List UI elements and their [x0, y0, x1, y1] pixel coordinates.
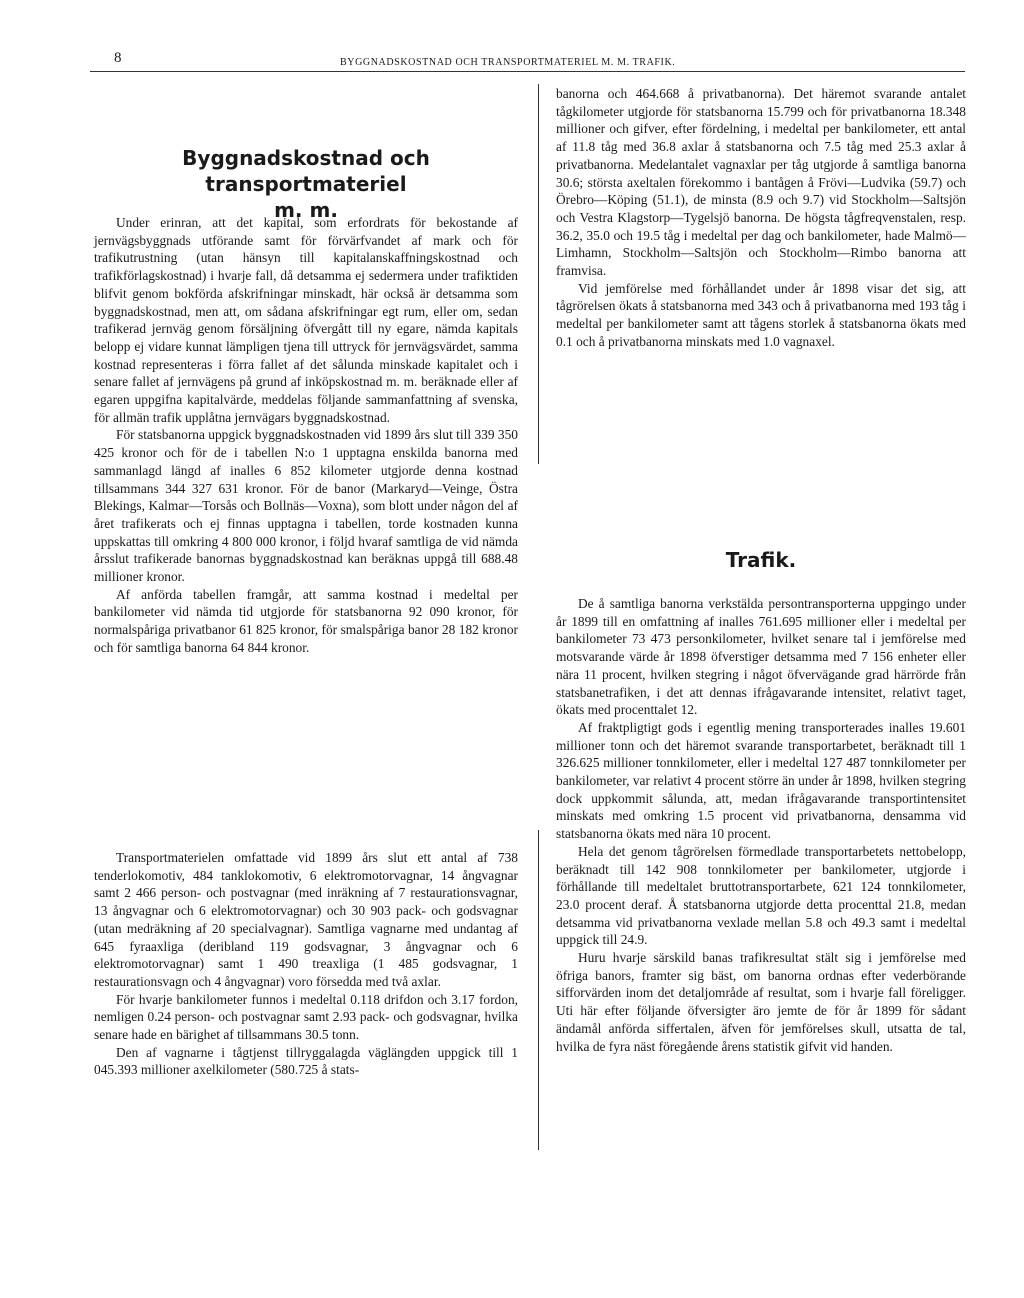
paragraph: Hela det genom tågrörelsen förmedlade transportarbetets nettobelopp, beräknadt till 142 908 tonnkilometer per bankilometer, utgjorde i förhållande till medeltalet bruttotransportarbete, 621 124 tonnkilometer, 23.0 procent deraf. Å statsbanorna utgjorde detta procenttal 21.8, medan detsamma vid privatbanorna vexlade mellan 5.8 och 49.3 samt i medeltal uppgick till 24.9.: [556, 843, 966, 948]
left-column-bottom-text: [94, 849, 518, 1079]
paragraph: Af fraktpligtigt gods i egentlig mening transporterades inalles 19.601 millioner tonn och det häremot svarande transportarbetet, beräknadt till 1 326.625 millioner tonnkilometer, eller i medeltal 127 487 tonnkilometer per bankilometer, var relativt 4 procent större än under år 1898, hvilken stegring dock uppkommit sålunda, att, medan ifrågavarande transportintensitet minskats med omkring 1.5 procent vid privatbanorna, densamma vid statsbanorna ökats med nära 10 procent.: [556, 719, 966, 842]
paragraph: Huru hvarje särskild banas trafikresultat stält sig i jemförelse med öfriga banors, framter sig bäst, om banorna ordnas efter vederbörande sifforvärden inom det detaljområde af resultat, som i hvarje fall föreligger. Uti här efter följande öfversigter äro jemte de för år 1899 för sådant ändamål anförda siffertalen, äfven för jemförelses skull, utsatta de tal, hvilka de fyra näst föregående årens statistik gifvit vid handen.: [556, 950, 966, 1054]
paragraph: Af anförda tabellen framgår, att samma kostnad i medeltal per bankilometer vid nämda tid utgjorde för statsbanorna 92 090 kronor, för normalspåriga privatbanor 61 825 kronor, för smalspåriga banor 28 182 kronor och för samtliga banorna 64 844 kronor.: [94, 586, 518, 655]
section-title-line2: m. m.: [274, 198, 338, 222]
paragraph: För hvarje bankilometer funnos i medeltal 0.118 drifdon och 3.17 fordon, nemligen 0.24 person- och postvagnar samt 2.93 pack- och godsvagnar, hvilka senare hade en bärighet af tillsammans 30.5 tonn.: [94, 991, 518, 1043]
paragraph: För statsbanorna uppgick byggnadskostnaden vid 1899 års slut till 339 350 425 kronor och för de i tabellen N:o 1 upptagna enskilda banorna med sammanlagd längd af inalles 6 852 kilometer utgjorde denna kostnad tillsammans 344 327 631 kronor. För de banor (Markaryd—Veinge, Östra Blekings, Kalmar—Torsås och Bollnäs—Voxna), som blott under någon del af året trafikerats och ej finnas upptagna i tabellen, torde kostnaden kunna uppskattas till omkring 4 800 000 kronor, i följd hvaraf samtliga de vid nämda årsslut trafikerade banornas byggnadskostnad kan beräknas uppgå till 688.48 millioner kronor.: [94, 427, 518, 585]
column-divider-top: [538, 84, 539, 464]
page-number: 8: [114, 50, 122, 66]
section-title-trafik: Trafik.: [725, 548, 797, 572]
running-head: BYGGNADSKOSTNAD OCH TRANSPORTMATERIEL M. M. TRAFIK.: [340, 57, 676, 68]
paragraph: De å samtliga banorna verkstälda persontransporterna uppgingo under år 1899 till en omfattning af inalles 761.695 millioner eller i medeltal per bankilometer 73 473 personkilometer, hvilket senare tal i jemförelse med motsvarande värde år 1898 öfverstiger detsamma med 7 156 enheter eller nära 11 procent, hvilken stegring i något öfvervägande grad härrörde från statsbanetrafiken, i det att dennas ifrågavarande intensitet, relativt taget, ökats med procenttalet 12.: [556, 596, 966, 718]
right-column-bottom-text: [556, 595, 966, 1055]
right-column-top-text: [556, 85, 966, 351]
paragraph: Transportmaterielen omfattade vid 1899 års slut ett antal af 738 tenderlokomotiv, 484 tanklokomotiv, 6 elektromotorvagnar, 14 ångvagnar samt 2 466 person- och postvagnar (med inräkning af 7 restaurationsvagnar, 13 ångvagnar och 6 elektromotorvagnar) och 30 903 pack- och godsvagnar (utan medräkning af 20 specialvagnar). Samtliga vagnarne med undantag af 645 fyraaxliga (deribland 119 godsvagnar, 3 ångvagnar och 6 elektromotorvagnar) samt 1 490 treaxliga (1 485 godsvagnar, 1 restaurationsvagn och 4 ångvagnar) voro försedda med två axlar.: [94, 850, 518, 989]
column-divider-bottom: [538, 830, 539, 1150]
paragraph: Under erinran, att det kapital, som erfordrats för bekostande af jernvägsbyggnads utförande samt för förvärfvandet af mark och för trafikutrustning (utan hänsyn till kapitalanskaffningskostnad och trafikförlagskostnad) i hvarje fall, då detsamma ej sedermera under trafiktiden blifvit genom bokförda afskrifningar minskadt, här också är detsamma som byggnadskostnad, men att, om sådana afskrifningar egt rum, eller om, sedan trafikerad jernväg genom försäljning öfvergått till ny egare, nämda kapitals belopp ej vidare kunnat lämpligen tjena till uttryck för jernvägsvärdet, samma kostnad representeras i förra fallet af det sålunda minskade kapitalet och i senare fallet af jernvägens på grund af inköpskostnad m. m. beräknade eller af egaren uppgifna kapitalvärde, meddelas följande sammanfattning af svenska, för allmän trafik upplåtna jernvägars byggnadskostnad.: [94, 215, 518, 425]
section-title-line1: Byggnadskostnad och transportmateriel: [182, 146, 430, 196]
left-column-top-text: [94, 214, 518, 657]
header-rule: [90, 71, 965, 72]
paragraph: Vid jemförelse med förhållandet under år 1898 visar det sig, att tågrörelsen ökats å statsbanorna med 343 och å privatbanorna med 193 tåg i medeltal per bankilometer samt att tågens storlek å statsbanorna ökats med 0.1 och å privatbanorna minskats med 1.0 vagnaxel.: [556, 280, 966, 349]
paragraph: Den af vagnarne i tågtjenst tillryggalagda väglängden uppgick till 1 045.393 millioner axelkilometer (580.725 å stats-: [94, 1044, 518, 1078]
section-title-byggnadskostnad: [94, 145, 518, 223]
paragraph: banorna och 464.668 å privatbanorna). Det häremot svarande antalet tågkilometer utgjorde för statsbanorna 15.799 och för privatbanorna 18.348 millioner och gifver, efter fördelning, i medeltal per bankilometer, ett antal af 11.8 tåg med 36.8 axlar å statsbanorna och 7.5 tåg med 25.3 axlar å privatbanorna. Medelantalet vagnaxlar per tåg utgjorde å samtliga banorna 30.6; största axeltalen förekommo i bantågen å Frövi—Ludvika (59.7) och Örebro—Köping (51.1), de minsta (8.9 och 9.7) vid Stockholm—Saltsjön och Vestra Klagstorp—Tygelsjö banorna. De högsta tågfreqvenstalen, resp. 36.2, 35.0 och 19.5 tåg i medeltal per dag och bankilometer, hade Malmö—Limhamn, Stockholm—Saltsjön och Stockholm—Rimbo banorna att framvisa.: [556, 86, 966, 279]
